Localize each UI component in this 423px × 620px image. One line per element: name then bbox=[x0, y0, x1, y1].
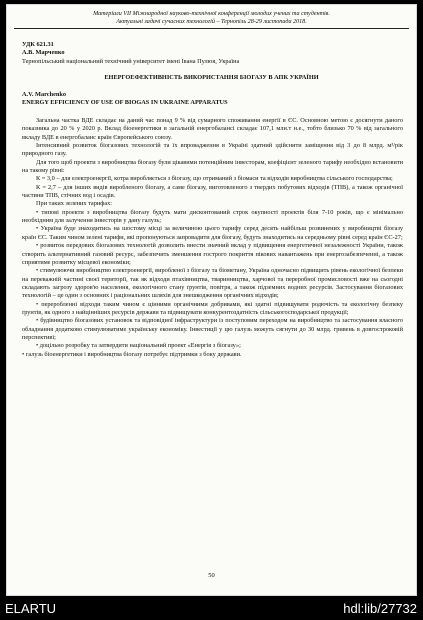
bullet-item: • галузь біоенергетики і виробництва біогазу потребує підтримки з боку держави. bbox=[22, 350, 242, 358]
author-ua: А.В. Марченко bbox=[22, 49, 65, 56]
bullet-item: • Україна буде знаходитись на шостому місці за величиною цього тарифу серед десять найбільш розвинених у виробництві біогазу країн ЄС. Таким чином зелені тарифи, які пропонуються запровадити для біогазу, будуть знаходитись на середньому рівні серед країн ЄС-27; bbox=[22, 225, 403, 241]
conference-header-line-2: Актуальні задачі сучасних технологій – Тернопіль 28-29 листопада 2018. bbox=[116, 19, 307, 25]
page-number: 50 bbox=[208, 572, 215, 579]
body-paragraph: Інтенсивний розвиток біогазових технологій та їх впровадження в Україні здатний здійснити заміщення від 3 до 8 млрд. м³/рік природного газу. bbox=[22, 142, 403, 158]
bullet-item: • доцільно розробку та затвердити національний проект «Енергія з біогазу»; bbox=[36, 342, 241, 350]
article-body bbox=[22, 117, 403, 359]
header-rule bbox=[14, 28, 409, 29]
conference-header-line-1: Матеріали VII Міжнародної науково-технічної конференції молодих учених та студентів. bbox=[93, 11, 330, 17]
handle-id: hdl:lib/27732 bbox=[343, 601, 417, 616]
document-page bbox=[6, 4, 417, 596]
bullet-item: • стимулюючи виробництво електроенергії, виробленої з біогазу та біометану, Україна одночасно підвищить рівень екологічної безпеки на переважній частині своєї території, так як відходи птахівництва, тваринництва, харчової та переробної промисловості вже на сьогодні складають загрозу здоров'ю населення, екологічного стану ґрунтів, повітря, а також підземних водних ресурсів. Застосування біогазових технологій – це один з основних і раціональних шляхів для знешкодження органічних відходів; bbox=[22, 267, 403, 300]
title-ua: ЕНЕРГОЕФЕКТИВНІСТЬ ВИКОРИСТАННЯ БІОГАЗУ В АПК УКРАЇНИ bbox=[104, 74, 319, 81]
body-paragraph: К = 3,0 – для електроенергії, котра виробляється з біогазу, що отриманий з біомаси та відходів виробництва сільського господарства; bbox=[36, 175, 393, 183]
repository-footer bbox=[0, 596, 423, 620]
body-paragraph: К = 2,7 – для інших видів виробленого біогазу, а саме біогазу, виготовленого з твердих побутових відходів (ТПВ), а також органічної частини ТПВ, стічних вод і осадів. bbox=[22, 183, 403, 200]
bullet-item: • розвиток передових біогазових технологій дозволить внести значний вклад у підвищення енергетичної незалежності України, також створить альтернативний газовий ресурс, забезпечить зменшення гострого покриття пікових навантажень при енергозабезпеченні, а також сприятиме розвитку місцевої економіки; bbox=[22, 242, 403, 266]
body-paragraph: При таких зелених тарифах: bbox=[36, 200, 113, 208]
repository-name: ELARTU bbox=[5, 601, 57, 616]
bullet-item: • переробленні відходи таким чином є цінними органічними добривами, які здатні підвищувати родючість та екологічну безпеку ґрунтів, як одного з найцінніших ресурсів держави та підвищувати конкурентоздатність сільськогосподарської продукції; bbox=[22, 300, 403, 316]
title-en: ENERGY EFFICIENCY OF USE OF BIOGAS IN UKRAINE APPARATUS bbox=[22, 99, 228, 106]
body-paragraph: Для того щоб проекти з виробництва біогазу були цікавими потенційним інвесторам, коефіцієнт зеленого тарифу необхідно встановити на такому рівні: bbox=[22, 158, 403, 175]
udk-code: УДК 621.31 bbox=[22, 41, 54, 48]
body-paragraph: Загальна частка ВДЕ складає на даний час понад 9 % від сумарного споживання енергії в ЄС. Основною метою є досягнути даного показника до 20 % у 2020 р. Вклад біоенергетики в загальній енергобалансі складає 107,1 млн.т н.е., тобто близько 70 % від загального вкладу ВДЕ в енергобаланс країн Європейського союзу. bbox=[22, 117, 403, 141]
affiliation: Тернопільський національний технічний університет імені Івана Пулюя, Україна bbox=[22, 58, 240, 65]
bullet-item: • будівництво біогазових установок та відповідної інфраструктури із поступовим переходом на виробництво та застосування власного обладнання додатково стимулюватиме українську економіку. Інвестиції у цю галузь можуть сягнути до 30 млрд. гривень в довгостроковій перспективі; bbox=[22, 317, 403, 341]
bullet-item: • типові проекти з виробництва біогазу будуть мати дисконтований строк окупності проектів біля 7-10 років, що є мінімально необхідним для залучення інвесторів у дану галузь; bbox=[22, 208, 403, 225]
author-en: A.V. Marchenko bbox=[22, 91, 67, 98]
